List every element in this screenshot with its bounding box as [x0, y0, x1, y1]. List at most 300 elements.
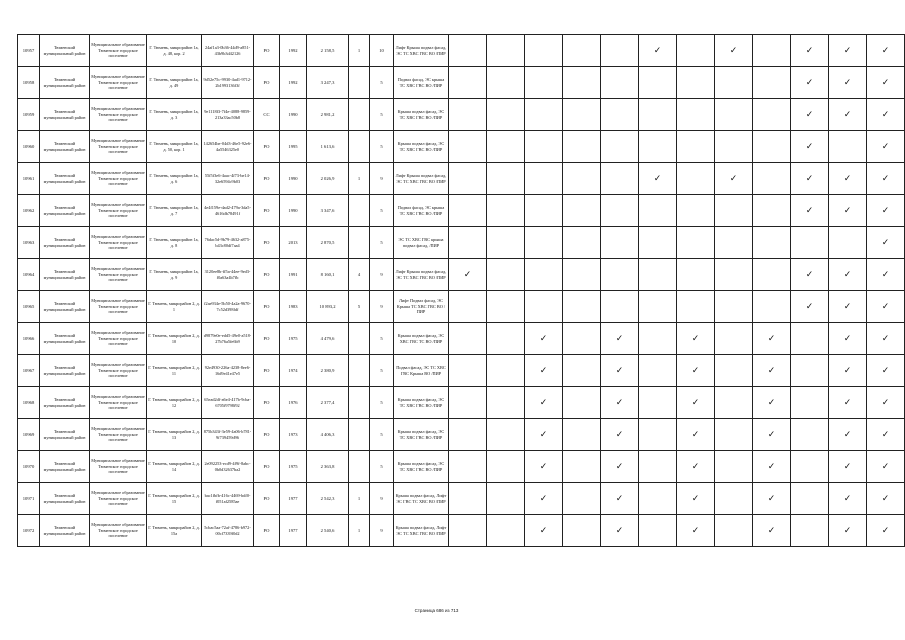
- check-mark-icon: ✓: [867, 131, 905, 163]
- floors-cell: 5: [370, 195, 394, 227]
- empty-check-cell: [487, 515, 525, 547]
- check-mark-icon: ✓: [601, 515, 639, 547]
- check-mark-icon: ✓: [753, 323, 791, 355]
- address-cell: Г. Тюмень, микрорайон 1а, д. 8: [147, 227, 202, 259]
- area-cell: 2 380,9: [307, 355, 349, 387]
- floors-cell: 5: [370, 227, 394, 259]
- house-guid-cell: 9e1118f3-7f4e-4088-9859-213a33ac50b8: [202, 99, 254, 131]
- works-list-cell: Крыша подвал фасад, Лифт ЭС ТС ХВС ГВС ВО /ПИР: [394, 515, 449, 547]
- area-cell: 10 893,2: [307, 291, 349, 323]
- empty-check-cell: [715, 355, 753, 387]
- empty-check-cell: [715, 131, 753, 163]
- build-year-cell: 1990: [280, 163, 307, 195]
- empty-check-cell: [753, 35, 791, 67]
- district-cell: Тюменский муниципальный район: [40, 483, 90, 515]
- empty-check-cell: [677, 259, 715, 291]
- check-mark-icon: ✓: [525, 419, 563, 451]
- district-cell: Тюменский муниципальный район: [40, 67, 90, 99]
- table-row: [18, 419, 905, 451]
- row-number: 10963: [18, 227, 40, 259]
- table-row: [18, 131, 905, 163]
- municipality-cell: Муниципальное образование Тюменское городское поселение: [90, 35, 147, 67]
- house-guid-cell: d9879e0e-edd5-49e0-a518-27b76a5fe6b9: [202, 323, 254, 355]
- empty-check-cell: [791, 419, 829, 451]
- check-mark-icon: ✓: [867, 259, 905, 291]
- floors-cell: 5: [370, 355, 394, 387]
- build-year-cell: 1974: [280, 355, 307, 387]
- check-mark-icon: ✓: [867, 323, 905, 355]
- check-mark-icon: ✓: [867, 35, 905, 67]
- empty-check-cell: [525, 227, 563, 259]
- works-list-cell: Крыша подвал фасад, ЭС ТС ХВС ГВС ВО /ПИР: [394, 451, 449, 483]
- district-cell: Тюменский муниципальный район: [40, 35, 90, 67]
- district-cell: Тюменский муниципальный район: [40, 163, 90, 195]
- check-mark-icon: ✓: [867, 195, 905, 227]
- check-mark-icon: ✓: [525, 323, 563, 355]
- municipality-cell: Муниципальное образование Тюменское городское поселение: [90, 227, 147, 259]
- check-mark-icon: ✓: [829, 259, 867, 291]
- empty-check-cell: [677, 35, 715, 67]
- ownership-type-cell: РО: [254, 131, 280, 163]
- check-mark-icon: ✓: [791, 163, 829, 195]
- district-cell: Тюменский муниципальный район: [40, 131, 90, 163]
- ownership-type-cell: РО: [254, 195, 280, 227]
- empty-check-cell: [639, 227, 677, 259]
- house-guid-cell: 5cbac5aa-72af-4786-b972-00cf7339f0d2: [202, 515, 254, 547]
- check-mark-icon: ✓: [639, 163, 677, 195]
- municipality-cell: Муниципальное образование Тюменское городское поселение: [90, 451, 147, 483]
- municipality-cell: Муниципальное образование Тюменское городское поселение: [90, 387, 147, 419]
- ownership-type-cell: РО: [254, 35, 280, 67]
- check-mark-icon: ✓: [601, 387, 639, 419]
- district-cell: Тюменский муниципальный район: [40, 291, 90, 323]
- check-mark-icon: ✓: [525, 355, 563, 387]
- area-cell: 2 377,4: [307, 387, 349, 419]
- check-mark-icon: ✓: [829, 483, 867, 515]
- elevator-count-cell: 5: [349, 291, 370, 323]
- floors-cell: 9: [370, 515, 394, 547]
- ownership-type-cell: РО: [254, 323, 280, 355]
- empty-check-cell: [449, 99, 487, 131]
- empty-check-cell: [449, 387, 487, 419]
- floors-cell: 5: [370, 131, 394, 163]
- empty-check-cell: [449, 195, 487, 227]
- row-number: 10959: [18, 99, 40, 131]
- empty-check-cell: [753, 131, 791, 163]
- empty-check-cell: [639, 67, 677, 99]
- empty-check-cell: [563, 163, 601, 195]
- table-row: [18, 483, 905, 515]
- check-mark-icon: ✓: [791, 131, 829, 163]
- house-guid-cell: 76dac5d-9b79-4632-a875-b43c80df7aa4: [202, 227, 254, 259]
- empty-check-cell: [525, 259, 563, 291]
- check-mark-icon: ✓: [867, 99, 905, 131]
- table-row: [18, 291, 905, 323]
- works-list-cell: Лифт Крыша подвал фасад, ЭС ТС ХВС ГВС ВО /ПИР: [394, 259, 449, 291]
- ownership-type-cell: РО: [254, 227, 280, 259]
- check-mark-icon: ✓: [715, 35, 753, 67]
- empty-check-cell: [677, 67, 715, 99]
- empty-check-cell: [487, 35, 525, 67]
- check-mark-icon: ✓: [715, 163, 753, 195]
- empty-check-cell: [487, 99, 525, 131]
- check-mark-icon: ✓: [867, 227, 905, 259]
- build-year-cell: 1995: [280, 131, 307, 163]
- empty-check-cell: [639, 291, 677, 323]
- check-mark-icon: ✓: [677, 355, 715, 387]
- table-row: [18, 227, 905, 259]
- empty-check-cell: [563, 483, 601, 515]
- area-cell: 2 540,6: [307, 515, 349, 547]
- check-mark-icon: ✓: [753, 419, 791, 451]
- empty-check-cell: [601, 259, 639, 291]
- works-list-cell: Крыша подвал фасад, ЭС ТС ХВС ГВС ВО /ПИР: [394, 131, 449, 163]
- address-cell: Г. Тюмень, микрорайон 1а, д. 48, кор. 2: [147, 35, 202, 67]
- table-row: [18, 99, 905, 131]
- empty-check-cell: [639, 515, 677, 547]
- address-cell: Г. Тюмень, микрорайон 2, д. 14: [147, 451, 202, 483]
- house-guid-cell: bac1fbfb-416c-4469-bdf0-f051af2585ae: [202, 483, 254, 515]
- build-year-cell: 1976: [280, 387, 307, 419]
- ownership-type-cell: РО: [254, 291, 280, 323]
- check-mark-icon: ✓: [449, 259, 487, 291]
- check-mark-icon: ✓: [791, 195, 829, 227]
- address-cell: Г. Тюмень, микрорайон 1а, д. 6: [147, 163, 202, 195]
- floors-cell: 5: [370, 323, 394, 355]
- municipality-cell: Муниципальное образование Тюменское городское поселение: [90, 419, 147, 451]
- area-cell: 2 542,3: [307, 483, 349, 515]
- check-mark-icon: ✓: [525, 483, 563, 515]
- build-year-cell: 1990: [280, 195, 307, 227]
- municipality-cell: Муниципальное образование Тюменское городское поселение: [90, 131, 147, 163]
- check-mark-icon: ✓: [525, 451, 563, 483]
- check-mark-icon: ✓: [677, 419, 715, 451]
- address-cell: Г. Тюмень, микрорайон 2, д. 15: [147, 483, 202, 515]
- empty-check-cell: [449, 131, 487, 163]
- empty-check-cell: [563, 195, 601, 227]
- empty-check-cell: [487, 355, 525, 387]
- empty-check-cell: [563, 323, 601, 355]
- empty-check-cell: [563, 515, 601, 547]
- check-mark-icon: ✓: [829, 163, 867, 195]
- check-mark-icon: ✓: [677, 483, 715, 515]
- empty-check-cell: [601, 291, 639, 323]
- empty-check-cell: [715, 451, 753, 483]
- floors-cell: 9: [370, 163, 394, 195]
- empty-check-cell: [715, 419, 753, 451]
- municipality-cell: Муниципальное образование Тюменское городское поселение: [90, 67, 147, 99]
- house-guid-cell: f2ae934e-5b50-4a2a-9670-7c52d398fdf: [202, 291, 254, 323]
- address-cell: Г. Тюмень, микрорайон 2, д. 10: [147, 323, 202, 355]
- elevator-count-cell: [349, 99, 370, 131]
- empty-check-cell: [563, 131, 601, 163]
- area-cell: 4 406,3: [307, 419, 349, 451]
- check-mark-icon: ✓: [791, 35, 829, 67]
- check-mark-icon: ✓: [829, 515, 867, 547]
- empty-check-cell: [791, 451, 829, 483]
- check-mark-icon: ✓: [601, 451, 639, 483]
- elevator-count-cell: [349, 67, 370, 99]
- build-year-cell: 1983: [280, 291, 307, 323]
- elevator-count-cell: [349, 195, 370, 227]
- empty-check-cell: [601, 67, 639, 99]
- empty-check-cell: [639, 419, 677, 451]
- check-mark-icon: ✓: [639, 35, 677, 67]
- floors-cell: 9: [370, 291, 394, 323]
- check-mark-icon: ✓: [829, 67, 867, 99]
- empty-check-cell: [449, 35, 487, 67]
- area-cell: 2 981,2: [307, 99, 349, 131]
- empty-check-cell: [487, 451, 525, 483]
- house-guid-cell: 142654be-04d3-46e5-92e6-4a5546325e0: [202, 131, 254, 163]
- empty-check-cell: [449, 515, 487, 547]
- check-mark-icon: ✓: [753, 355, 791, 387]
- empty-check-cell: [639, 323, 677, 355]
- house-guid-cell: 3120ee8b-ff5a-44ee-9ed3-f0a63a4b7fb: [202, 259, 254, 291]
- district-cell: Тюменский муниципальный район: [40, 195, 90, 227]
- district-cell: Тюменский муниципальный район: [40, 227, 90, 259]
- ownership-type-cell: РО: [254, 355, 280, 387]
- build-year-cell: 1990: [280, 99, 307, 131]
- empty-check-cell: [715, 515, 753, 547]
- works-list-cell: Крыша подвал фасад, ЭС ТС ХВС ГВС ВО /ПИР: [394, 419, 449, 451]
- build-year-cell: 1973: [280, 419, 307, 451]
- check-mark-icon: ✓: [601, 419, 639, 451]
- empty-check-cell: [601, 35, 639, 67]
- municipality-cell: Муниципальное образование Тюменское городское поселение: [90, 323, 147, 355]
- check-mark-icon: ✓: [753, 483, 791, 515]
- build-year-cell: 1977: [280, 515, 307, 547]
- elevator-count-cell: [349, 323, 370, 355]
- row-number: 10966: [18, 323, 40, 355]
- address-cell: Г. Тюмень, микрорайон 2, д. 15а: [147, 515, 202, 547]
- municipality-cell: Муниципальное образование Тюменское городское поселение: [90, 515, 147, 547]
- empty-check-cell: [525, 35, 563, 67]
- elevator-count-cell: 4: [349, 259, 370, 291]
- house-guid-cell: 4e4f159e-dad2-479a-3da5-4616db78491f: [202, 195, 254, 227]
- empty-check-cell: [525, 195, 563, 227]
- area-cell: 4 479,6: [307, 323, 349, 355]
- empty-check-cell: [563, 227, 601, 259]
- address-cell: Г. Тюмень, микрорайон 2, д. 13: [147, 419, 202, 451]
- empty-check-cell: [715, 99, 753, 131]
- check-mark-icon: ✓: [867, 163, 905, 195]
- empty-check-cell: [715, 483, 753, 515]
- row-number: 10958: [18, 67, 40, 99]
- empty-check-cell: [487, 259, 525, 291]
- empty-check-cell: [525, 67, 563, 99]
- works-list-cell: Крыша подвал фасад, Лифт ЭС ГВС ТС ХВС ВО /ПИР: [394, 483, 449, 515]
- works-list-cell: Лифт Подвал фасад, ЭС Крыша ТС ХВС ГВС ВО /ПИР: [394, 291, 449, 323]
- table-row: [18, 259, 905, 291]
- check-mark-icon: ✓: [601, 355, 639, 387]
- check-mark-icon: ✓: [677, 451, 715, 483]
- empty-check-cell: [449, 163, 487, 195]
- empty-check-cell: [753, 195, 791, 227]
- house-guid-cell: 55f5f3e6-4aac-4f73-be14-32e6594c9b03: [202, 163, 254, 195]
- empty-check-cell: [563, 355, 601, 387]
- house-guid-cell: 875b343f-3e59-4a06-b781-9f739459d96: [202, 419, 254, 451]
- floors-cell: 9: [370, 259, 394, 291]
- check-mark-icon: ✓: [829, 355, 867, 387]
- empty-check-cell: [753, 67, 791, 99]
- area-cell: 2 363,8: [307, 451, 349, 483]
- check-mark-icon: ✓: [791, 99, 829, 131]
- housing-registry-table: [17, 34, 905, 547]
- row-number: 10972: [18, 515, 40, 547]
- empty-check-cell: [639, 355, 677, 387]
- municipality-cell: Муниципальное образование Тюменское городское поселение: [90, 291, 147, 323]
- municipality-cell: Муниципальное образование Тюменское городское поселение: [90, 355, 147, 387]
- district-cell: Тюменский муниципальный район: [40, 515, 90, 547]
- check-mark-icon: ✓: [867, 387, 905, 419]
- municipality-cell: Муниципальное образование Тюменское городское поселение: [90, 483, 147, 515]
- works-list-cell: Подвал фасад, ЭС крыша ТС ХВС ГВС ВО /ПИР: [394, 195, 449, 227]
- build-year-cell: 1991: [280, 259, 307, 291]
- check-mark-icon: ✓: [677, 515, 715, 547]
- row-number: 10960: [18, 131, 40, 163]
- elevator-count-cell: [349, 451, 370, 483]
- check-mark-icon: ✓: [867, 355, 905, 387]
- check-mark-icon: ✓: [867, 67, 905, 99]
- municipality-cell: Муниципальное образование Тюменское городское поселение: [90, 195, 147, 227]
- elevator-count-cell: 1: [349, 483, 370, 515]
- check-mark-icon: ✓: [791, 259, 829, 291]
- page-footer: Страница 686 из 713: [414, 608, 459, 613]
- table-row: [18, 451, 905, 483]
- works-list-cell: Крыша подвал фасад, ЭС ТС ХВС ГВС ВО /ПИР: [394, 387, 449, 419]
- ownership-type-cell: СС: [254, 99, 280, 131]
- district-cell: Тюменский муниципальный район: [40, 323, 90, 355]
- check-mark-icon: ✓: [753, 451, 791, 483]
- floors-cell: 10: [370, 35, 394, 67]
- address-cell: Г. Тюмень, микрорайон 1а, д. 7: [147, 195, 202, 227]
- row-number: 10965: [18, 291, 40, 323]
- empty-check-cell: [563, 451, 601, 483]
- empty-check-cell: [715, 195, 753, 227]
- elevator-count-cell: [349, 355, 370, 387]
- empty-check-cell: [449, 67, 487, 99]
- empty-check-cell: [487, 67, 525, 99]
- area-cell: 2 870,5: [307, 227, 349, 259]
- empty-check-cell: [563, 99, 601, 131]
- empty-check-cell: [639, 483, 677, 515]
- check-mark-icon: ✓: [677, 387, 715, 419]
- table-row: [18, 515, 905, 547]
- row-number: 10971: [18, 483, 40, 515]
- works-list-cell: Подвал фасад, ЭС ТС ХВС ГВС Крыша ВО /ПИР: [394, 355, 449, 387]
- ownership-type-cell: РО: [254, 259, 280, 291]
- district-cell: Тюменский муниципальный район: [40, 451, 90, 483]
- house-guid-cell: 92e4930-226a-4238-8ee6-16d9e41e47e5: [202, 355, 254, 387]
- check-mark-icon: ✓: [753, 387, 791, 419]
- district-cell: Тюменский муниципальный район: [40, 419, 90, 451]
- empty-check-cell: [563, 67, 601, 99]
- empty-check-cell: [753, 259, 791, 291]
- empty-check-cell: [487, 227, 525, 259]
- empty-check-cell: [829, 227, 867, 259]
- check-mark-icon: ✓: [601, 323, 639, 355]
- floors-cell: 5: [370, 419, 394, 451]
- empty-check-cell: [487, 131, 525, 163]
- empty-check-cell: [715, 259, 753, 291]
- house-guid-cell: 2e092253-ecd9-4f9f-8abc-0b0d32637ba2: [202, 451, 254, 483]
- check-mark-icon: ✓: [829, 195, 867, 227]
- empty-check-cell: [563, 419, 601, 451]
- elevator-count-cell: [349, 227, 370, 259]
- check-mark-icon: ✓: [791, 291, 829, 323]
- works-list-cell: Крыша подвал фасад, ЭС ТС ХВС ГВС ВО /ПИР: [394, 99, 449, 131]
- address-cell: Г. Тюмень, микрорайон 1а, д. 3: [147, 99, 202, 131]
- build-year-cell: 1992: [280, 67, 307, 99]
- ownership-type-cell: РО: [254, 483, 280, 515]
- build-year-cell: 1975: [280, 323, 307, 355]
- empty-check-cell: [601, 163, 639, 195]
- floors-cell: 5: [370, 451, 394, 483]
- check-mark-icon: ✓: [829, 323, 867, 355]
- empty-check-cell: [791, 515, 829, 547]
- empty-check-cell: [677, 291, 715, 323]
- check-mark-icon: ✓: [791, 67, 829, 99]
- area-cell: 2 026,9: [307, 163, 349, 195]
- check-mark-icon: ✓: [829, 35, 867, 67]
- ownership-type-cell: РО: [254, 419, 280, 451]
- empty-check-cell: [715, 323, 753, 355]
- empty-check-cell: [677, 163, 715, 195]
- empty-check-cell: [601, 195, 639, 227]
- empty-check-cell: [715, 291, 753, 323]
- empty-check-cell: [487, 419, 525, 451]
- house-guid-cell: 65ead2df-a6e4-417b-9cba-6705f9798f92: [202, 387, 254, 419]
- address-cell: Г. Тюмень, микрорайон 2, д. 11: [147, 355, 202, 387]
- check-mark-icon: ✓: [677, 323, 715, 355]
- municipality-cell: Муниципальное образование Тюменское городское поселение: [90, 259, 147, 291]
- table-row: [18, 323, 905, 355]
- floors-cell: 5: [370, 99, 394, 131]
- build-year-cell: 1977: [280, 483, 307, 515]
- table-body: [18, 35, 905, 547]
- empty-check-cell: [639, 195, 677, 227]
- empty-check-cell: [563, 291, 601, 323]
- elevator-count-cell: [349, 419, 370, 451]
- district-cell: Тюменский муниципальный район: [40, 387, 90, 419]
- table-row: [18, 195, 905, 227]
- check-mark-icon: ✓: [525, 387, 563, 419]
- empty-check-cell: [449, 323, 487, 355]
- floors-cell: 9: [370, 483, 394, 515]
- empty-check-cell: [449, 291, 487, 323]
- empty-check-cell: [677, 195, 715, 227]
- empty-check-cell: [487, 323, 525, 355]
- check-mark-icon: ✓: [867, 419, 905, 451]
- elevator-count-cell: 1: [349, 163, 370, 195]
- ownership-type-cell: РО: [254, 451, 280, 483]
- empty-check-cell: [487, 163, 525, 195]
- empty-check-cell: [449, 227, 487, 259]
- house-guid-cell: 9d52e75c-9930-4ad1-9712-2b1993136f3f: [202, 67, 254, 99]
- district-cell: Тюменский муниципальный район: [40, 259, 90, 291]
- build-year-cell: 1975: [280, 451, 307, 483]
- area-cell: 2 158,5: [307, 35, 349, 67]
- empty-check-cell: [563, 387, 601, 419]
- empty-check-cell: [677, 99, 715, 131]
- check-mark-icon: ✓: [525, 515, 563, 547]
- empty-check-cell: [791, 483, 829, 515]
- empty-check-cell: [525, 131, 563, 163]
- address-cell: Г. Тюмень, микрорайон 2, д. 12: [147, 387, 202, 419]
- address-cell: Г. Тюмень, микрорайон 2, д. 1: [147, 291, 202, 323]
- elevator-count-cell: [349, 387, 370, 419]
